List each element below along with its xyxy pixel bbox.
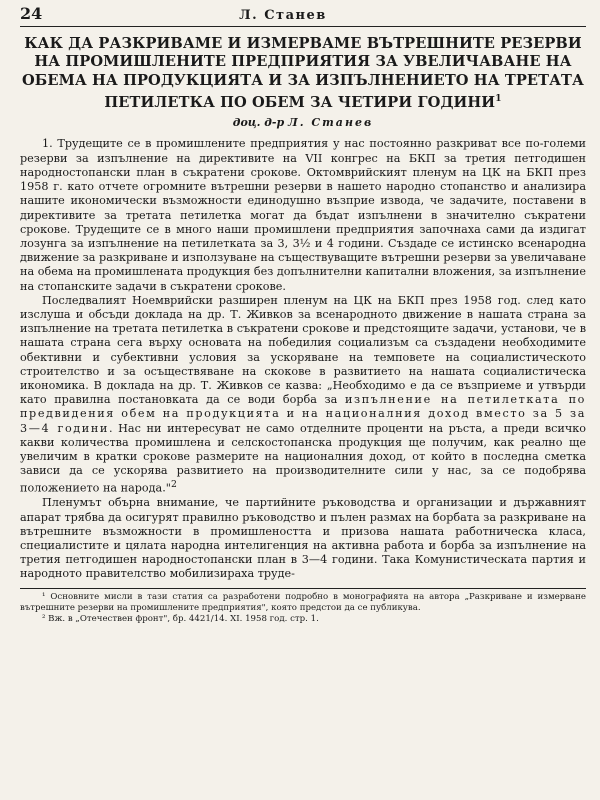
paragraph-2-footnote-mark: 2	[170, 479, 177, 491]
title-footnote-mark: 1	[495, 94, 502, 105]
page-number: 24	[20, 4, 43, 23]
paragraph-3: Пленумът обърна внимание, че партийните ръководства и организации и държавният апарат трябва да осигурят правилно ръководство и пълен размах на борбата за разкриване на вътрешните възможности в промишлеността и призова нашата работническа класа, специалистите и цялата народна интелигенция на активна работа и борба за изпълнение на третия петгодишен народностопански план в 3—4 години. Така Комунистическата партия и народното правителство мобилизираха труде-	[20, 496, 586, 581]
paragraph-2-end: . Нас ни интересуват не само отделните проценти на ръста, а преди всичко какви количества промишлена и селскостопанска продукция ще получим, как реално ще увеличим в кратки срокове размерите на националния доход, от който в последна сметка зависи да се ускорява развитието на производителните сили у нас, за се подобрява положението на народа."	[20, 421, 586, 496]
paragraph-2	[20, 294, 586, 497]
footnote-2: ² Вж. в „Отечествен фронт", бр. 4421/14. XI. 1958 год. стр. 1.	[42, 613, 319, 624]
author-line	[20, 116, 586, 129]
footnote-1: ¹ Основните мисли в тази статия са разработени подробно в монографията на автора „Разкриване и измерване вътрешните резерви на промишлените предприятия", която предстои да се публикува.	[20, 591, 586, 613]
paragraph-1: 1. Трудещите се в промишлените предприятия у нас постоянно разкриват все по-големи резерви за изпълнение на директивите на VII конгрес на БКП за третия петгодишен народностопански план в съкратени срокове. Октомврийският пленум на ЦК на БКП през 1958 г. като отчете огромните вътрешни резерви в нашето народно стопанство и анализира нашите икономически възможности единодушно възприе извода, че задачите, поставени в директивите за третата петилетка могат да бъдат изпълнени в значително съкратени срокове. Трудещите се в много наши промишлени предприятия започнаха сами да издигат лозунга за изпълнение на петилетката за 3, 3½ и 4 години. Създаде се истинско всенародна движение за разкриване и използуване на съществуващите вътрешни резерви за увеличаване на обема на промишлената продукция без допълнителни капитални вложения, за изпълнение на стопанските задачи в съкратени срокове.	[20, 137, 586, 293]
running-title: Л. Станев	[239, 8, 327, 23]
footnotes	[20, 588, 586, 625]
article-body	[20, 137, 586, 581]
article-title-text: КАК ДА РАЗКРИВАМЕ И ИЗМЕРВАМЕ ВЪТРЕШНИТЕ РЕЗЕРВИ НА ПРОМИШЛЕНИТЕ ПРЕДПРИЯТИЯ ЗА УВЕЛИЧАВАНЕ НА ОБЕМА НА ПРОДУКЦИЯТА И ЗА ИЗПЪЛНЕНИЕТО НА ТРЕТАТА ПЕТИЛЕТКА ПО ОБЕМ ЗА ЧЕТИРИ ГОДИНИ	[21, 35, 585, 112]
paragraph-2-emphasis: изпълнение на петилетката по предвидения обем на продукцията и на националния доход вместо за 5 за 3—4 години	[20, 393, 586, 435]
author-name: Л. Станев	[288, 116, 374, 130]
running-head	[20, 4, 586, 27]
author-prefix: доц. д-р	[232, 116, 285, 130]
article-title	[20, 35, 586, 112]
paragraph-2-start: Последвалият Ноемврийски разширен пленум на ЦК на БКП през 1958 год. след като изслуша и обсъди доклада на др. Т. Живков за всенародното движение в нашата страна за изпълнение на третата петилетка в съкратени срокове и предстоящите задачи, установи, че в нашата страна сега върху основата на победилия социализъм са създадени необходимите обективни и субективни условия за ускоряване на темповете на социалистическото строителство и за осъществяване на скокове в развитието на нашата социалистическа икономика. В доклада на др. Т. Живков се казва: „Необходимо е да се възприеме и утвърди като правилна постановката да се води борба за	[20, 293, 586, 407]
